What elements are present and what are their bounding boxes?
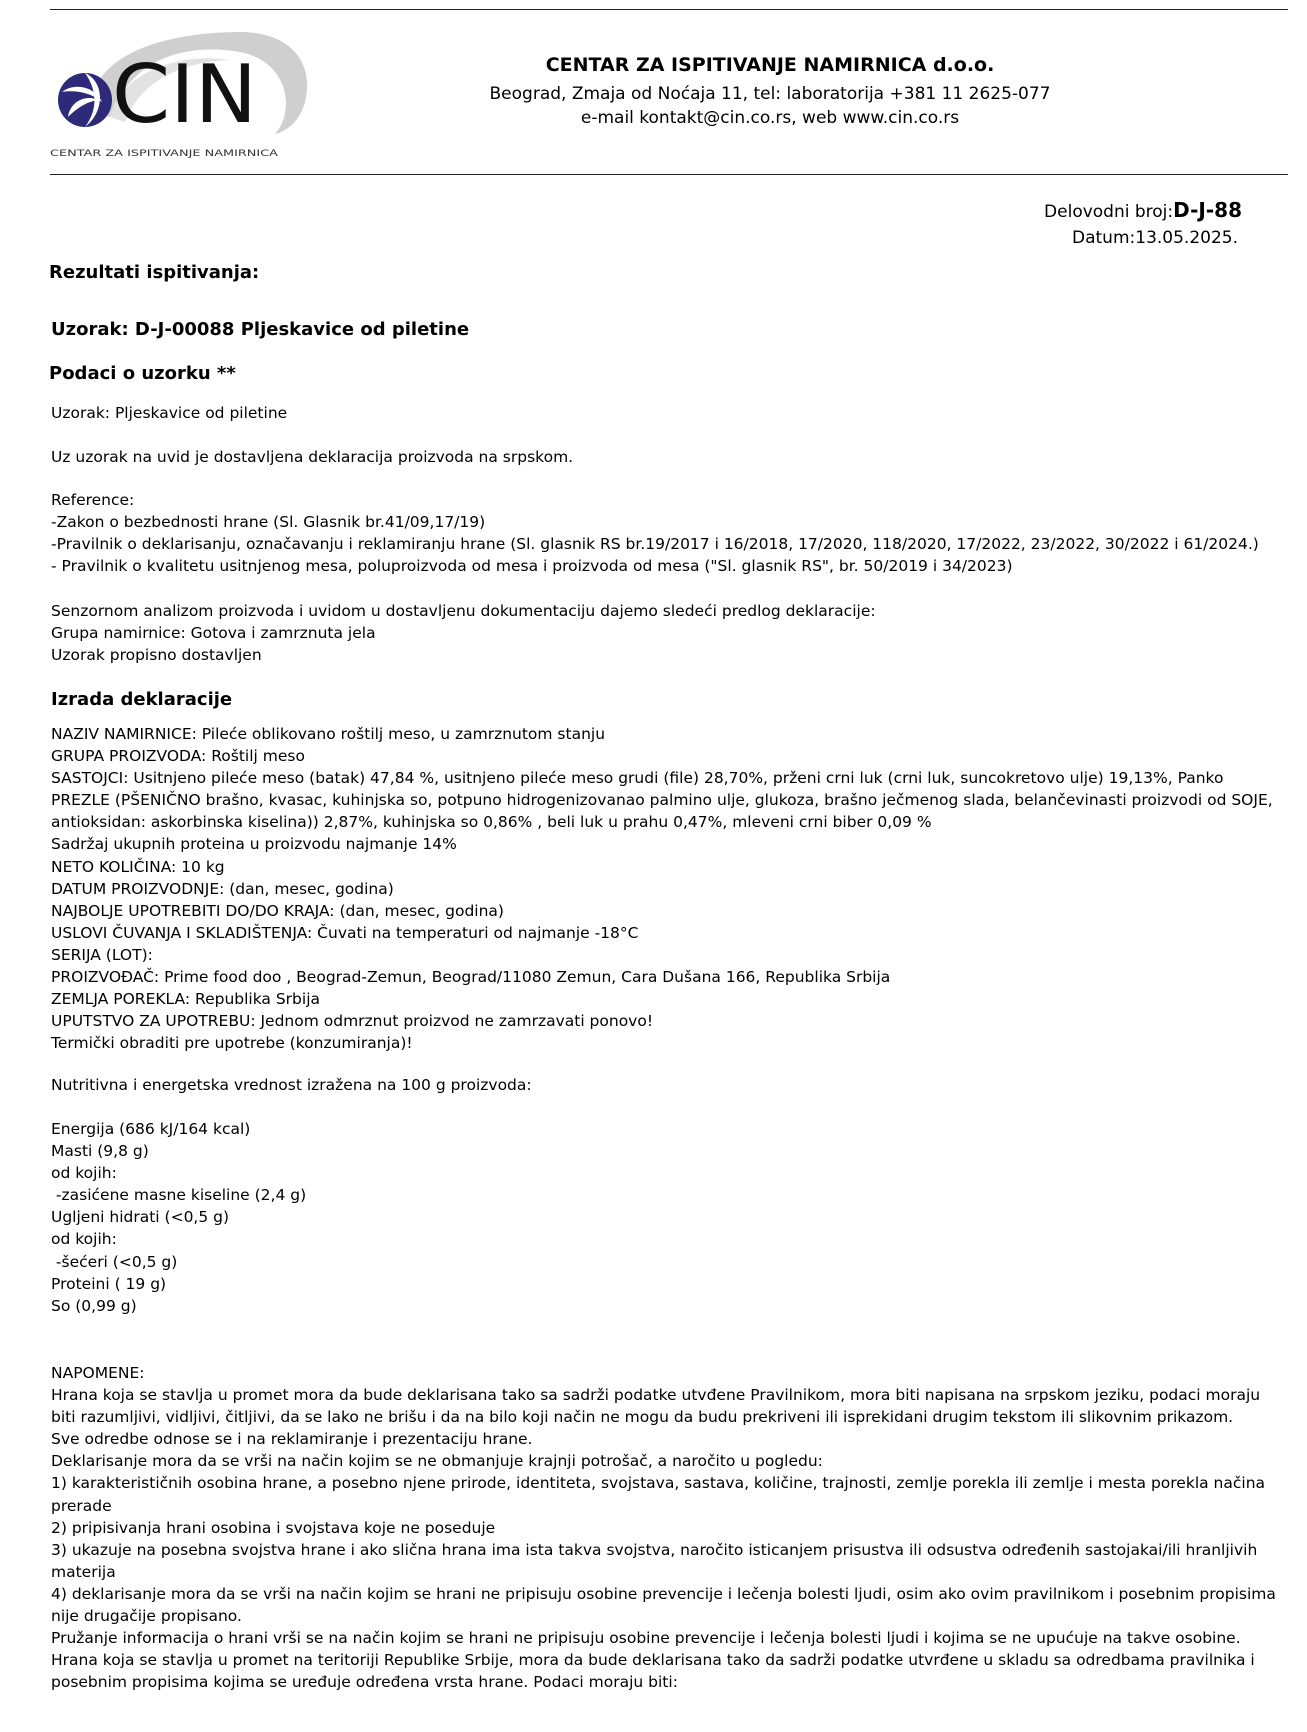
notes-line: Hrana koja se stavlja u promet mora da bude deklarisana tako sa sadrži podatke utvđene Pravilnikom, mora biti napisana na srpskom jeziku, podaci moraju (51, 1386, 1261, 1405)
notes-line: Pružanje informacija o hrani vrši se na način kojim se hrani ne pripisuju osobine prevencije i lečenja bolesti ljudi i kojima se ne upućuje na takve osobine. (51, 1629, 1241, 1648)
declaration-line: SERIJA (LOT): (51, 945, 153, 964)
svg-text:CIN: CIN (112, 48, 257, 141)
sample-data-title: Podaci o uzorku ** (49, 363, 236, 384)
declaration-line: SASTOJCI: Usitnjeno pileće meso (batak) 47,84 %, usitnjeno pileće meso grudi (file) 28,70%, prženi crni luk (crni luk, suncokretovo ulje) 19,13%, Panko (51, 769, 1224, 788)
declaration-title: Izrada deklaracije (51, 689, 233, 710)
notes-line: biti razumljivi, vidljivi, čitljivi, da se lako ne brišu i da na bilo koji način ne mogu da budu prekriveni ili isprekidani drugim tekstom ili slikovnim prikazom. (51, 1408, 1234, 1427)
top-divider (50, 9, 1288, 10)
notes-line: Sve odredbe odnose se i na reklamiranje i prezentaciju hrane. (51, 1430, 533, 1449)
declaration-line: NETO KOLIČINA: 10 kg (51, 857, 225, 876)
nutrition-list (51, 1118, 306, 1317)
declaration-line: NAZIV NAMIRNICE: Pileće oblikovano roštilj meso, u zamrznutom stanju (51, 725, 606, 743)
declaration-line: USLOVI ČUVANJA I SKLADIŠTENJA: Čuvati na temperaturi od najmanje -18°C (51, 923, 639, 942)
notes-title: NAPOMENE: (51, 1364, 145, 1382)
references-label: Reference: (51, 491, 135, 509)
analysis-line: Uzorak propisno dostavljen (51, 646, 262, 665)
nutrition-item: So (0,99 g) (51, 1296, 137, 1315)
reference-item: -Pravilnik o deklarisanju, označavanju i reklamiranju hrane (Sl. glasnik RS br.19/2017 i 16/2018, 17/2020, 118/2020, 17/2022, 23/2022, 30/2022 i 61/2024.) (51, 535, 1259, 554)
declaration-line: NAJBOLJE UPOTREBITI DO/DO KRAJA: (dan, mesec, godina) (51, 901, 504, 920)
nutrition-item: od kojih: (51, 1230, 117, 1249)
header-divider (50, 174, 1288, 175)
nutrition-item: -zasićene masne kiseline (2,4 g) (51, 1186, 307, 1205)
nutrition-item: Ugljeni hidrati (<0,5 g) (51, 1208, 230, 1227)
document-date (1072, 226, 1238, 250)
reference-number (1044, 198, 1242, 224)
analysis (51, 600, 876, 666)
declaration-line: Sadržaj ukupnih proteina u proizvodu najmanje 14% (51, 835, 457, 854)
nutrition-item: Proteini ( 19 g) (51, 1274, 167, 1293)
reference-value: D-J-88 (1173, 198, 1242, 222)
nutrition-item: od kojih: (51, 1164, 117, 1183)
references (51, 489, 1259, 577)
notes-line: 2) pripisivanja hrani osobina i svojstava koje ne poseduje (51, 1518, 496, 1537)
declaration-line: PROIZVOĐAČ: Prime food doo , Beograd-Zemun, Beograd/11080 Zemun, Cara Dušana 166, Republika Srbija (51, 968, 891, 987)
notes-line: prerade (51, 1496, 112, 1515)
analysis-line: Senzornom analizom proizvoda i uvidom u dostavljenu dokumentaciju dajemo sledeći predlog deklaracije: (51, 602, 876, 620)
sample-name: Uzorak: Pljeskavice od piletine (51, 404, 288, 422)
company-address: Beograd, Zmaja od Noćaja 11, tel: laboratorija +381 11 2625-077 (489, 84, 1051, 104)
svg-text:CENTAR ZA ISPITIVANJE NAMIRNIC: CENTAR ZA ISPITIVANJE NAMIRNICA (50, 149, 279, 159)
notes-line: Hrana koja se stavlja u promet na teritoriji Republike Srbije, mora da bude deklarisana tako da sadrži podatke utvrđene u skladu sa odredbama pravilnika i (51, 1651, 1255, 1670)
declaration-note: Uz uzorak na uvid je dostavljena deklaracija proizvoda na srpskom. (51, 448, 574, 466)
declaration-line: UPUTSTVO ZA UPOTREBU: Jednom odmrznut proizvod ne zamrzavati ponovo! (51, 1012, 654, 1031)
notes-line: nije drugačije propisano. (51, 1607, 242, 1626)
nutrition-item: -šećeri (<0,5 g) (51, 1252, 178, 1271)
notes-line: posebnim propisima kojima se uređuje određena vrsta hrane. Podaci moraju biti: (51, 1673, 678, 1692)
notes-line: Deklarisanje mora da se vrši na način kojim se ne obmanjuje krajnji potrošač, a naročito u pogledu: (51, 1452, 823, 1471)
nutrition-item: Masti (9,8 g) (51, 1142, 149, 1161)
notes-line: materija (51, 1562, 116, 1581)
reference-label: Delovodni broj: (1044, 202, 1174, 222)
notes-line: 1) karakterističnih osobina hrane, a posebno njene prirode, identiteta, svojstava, sastava, količine, trajnosti, zemlje porekla ili zemlje i mesta porekla načina (51, 1474, 1266, 1493)
declaration (51, 723, 1273, 1054)
notes (51, 1362, 1276, 1693)
reference-item: - Pravilnik o kvalitetu usitnjenog mesa, poluproizvoda od mesa i proizvoda od mesa ("Sl. glasnik RS", br. 50/2019 i 34/2023) (51, 557, 1013, 576)
date-value: 13.05.2025. (1135, 228, 1238, 248)
nutrition-title: Nutritivna i energetska vrednost izražena na 100 g proizvoda: (51, 1076, 532, 1094)
declaration-line: ZEMLJA POREKLA: Republika Srbija (51, 990, 321, 1009)
nutrition-item: Energija (686 kJ/164 kcal) (51, 1120, 251, 1138)
declaration-line: antioksidan: askorbinska kiselina)) 2,87%, kuhinjska so 0,86% , beli luk u prahu 0,47%, mleveni crni biber 0,09 % (51, 813, 932, 832)
company-contact: e-mail kontakt@cin.co.rs, web www.cin.co.rs (580, 108, 960, 128)
declaration-line: Termički obraditi pre upotrebe (konzumiranja)! (51, 1034, 413, 1053)
date-label: Datum: (1072, 228, 1136, 248)
results-title: Rezultati ispitivanja: (49, 262, 260, 283)
reference-item: -Zakon o bezbednosti hrane (Sl. Glasnik br.41/09,17/19) (51, 513, 486, 532)
analysis-line: Grupa namirnice: Gotova i zamrznuta jela (51, 624, 376, 643)
notes-line: 4) deklarisanje mora da se vrši na način kojim se hrani ne pripisuju osobine prevencije i lečenja bolesti ljudi, osim ako ovim pravilnikom i posebnim propisima (51, 1584, 1276, 1603)
declaration-line: DATUM PROIZVODNJE: (dan, mesec, godina) (51, 879, 394, 898)
cin-logo (50, 22, 310, 162)
sample-title: Uzorak: D-J-00088 Pljeskavice od piletine (51, 319, 470, 340)
company-name: CENTAR ZA ISPITIVANJE NAMIRNICA d.o.o. (545, 54, 995, 76)
declaration-line: PREZLE (PŠENIČNO brašno, kvasac, kuhinjska so, potpuno hidrogenizovanao palmino ulje, glukoza, brašno ječmenog slada, belančevinasti proizvodi od SOJE, (51, 791, 1273, 810)
notes-line: 3) ukazuje na posebna svojstva hrane i ako slična hrana ima ista takva svojstva, naročito isticanjem prisustva ili odsustva određenih sastojakai/ili hranljivih (51, 1540, 1258, 1559)
declaration-line: GRUPA PROIZVODA: Roštilj meso (51, 747, 305, 766)
